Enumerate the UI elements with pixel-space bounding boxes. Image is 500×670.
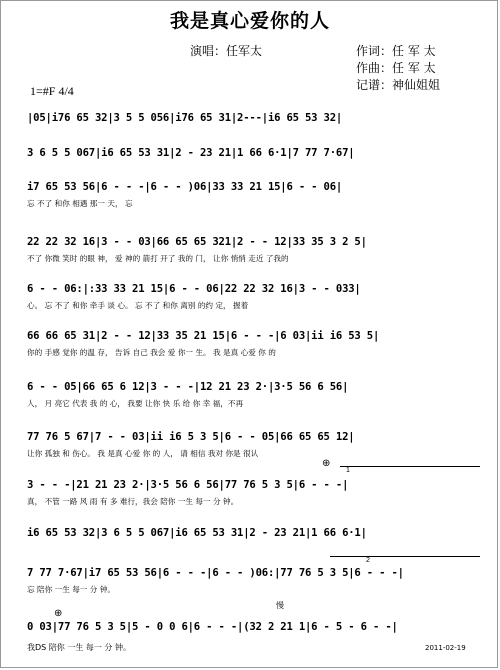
singer-credit: 演唱：任军太 xyxy=(190,44,263,58)
notation-line-12: 0 03|77 76 5 3 5|5 - 0 0 6|6 - - -|(32 2 21 1|6 - 5 - 6 - -| xyxy=(27,621,398,633)
volta-bracket-2 xyxy=(330,556,480,557)
notation-line-9: 3 - - -|21 21 23 2·|3·5 56 6 56|77 76 5 3 5|6 - - -| xyxy=(27,479,349,491)
key-signature: 1=#F 4/4 xyxy=(30,84,74,98)
notation-line-4: 22 22 32 16|3 - - 03|66 65 65 321|2 - - 12|33 35 3 2 5| xyxy=(27,236,367,248)
lyricist-credit: 作词：任 军 太 xyxy=(356,44,436,58)
coda-lyrics: 我DS 陪你 一生 每一 分 钟。 xyxy=(27,643,131,652)
notation-line-3: i7 65 53 56|6 - - -|6 - - )06|33 33 21 15|6 - - 06| xyxy=(27,181,343,193)
volta-1: 1 xyxy=(346,467,350,474)
coda-sign-icon: ⊕ xyxy=(322,458,331,469)
notation-line-7: 6 - - 05|66 65 6 12|3 - - -|12 21 23 2·|3·5 56 6 56| xyxy=(27,381,349,393)
tempo-mark: 慢 xyxy=(276,601,284,610)
lyrics-line-5: 心。 忘 不了 和你 牵手 谈 心。 忘 不了 和你 离别 的约 定， 握着 xyxy=(27,301,249,310)
volta-bracket-1 xyxy=(340,466,480,467)
notation-line-6: 66 66 65 31|2 - - 12|33 35 21 15|6 - - -|6 03|ii i6 53 5| xyxy=(27,330,380,342)
date-stamp: 2011-02-19 xyxy=(425,644,466,652)
song-title: 我是真心爱你的人 xyxy=(169,10,330,32)
coda-sign-icon-2: ⊕ xyxy=(54,608,63,619)
lyrics-line-11: 忘 陪你 一生 每一 分 钟。 xyxy=(27,585,116,594)
lyrics-line-7: 人， 月 亮它 代表 我 的 心， 我要 让你 快 乐 给 你 幸 福，不再 xyxy=(27,399,244,408)
volta-2: 2 xyxy=(366,557,370,564)
notation-line-11: 7 77 7·67|i7 65 53 56|6 - - -|6 - - )06:|77 76 5 3 5|6 - - -| xyxy=(27,567,404,579)
transcriber-credit: 记谱：神仙姐姐 xyxy=(356,78,441,92)
notation-line-5: 6 - - 06:|:33 33 21 15|6 - - 06|22 22 32 16|3 - - 033| xyxy=(27,283,361,295)
notation-line-2: 3 6 5 5 067|i6 65 53 31|2 - 23 21|1 66 6·1|7 77 7·67| xyxy=(27,147,355,159)
lyrics-line-3: 忘 不了 和你 相遇 那一 天， 忘 xyxy=(27,199,133,208)
notation-line-10: i6 65 53 32|3 6 5 5 067|i6 65 53 31|2 - 23 21|1 66 6·1| xyxy=(27,527,367,539)
lyrics-line-8: 让你 孤独 和 伤心。 我 是真 心爱 你 的 人， 请 相信 我对 你是 很认 xyxy=(27,449,259,458)
notation-line-8: 77 76 5 67|7 - - 03|ii i6 5 3 5|6 - - 05|66 65 65 12| xyxy=(27,431,355,443)
composer-credit: 作曲：任 军 太 xyxy=(356,61,436,75)
lyrics-line-4: 不了 你微 笑时 的眼 神， 爱 神的 箭打 开了 我的 门， 让你 悄悄 走近 了我的 xyxy=(27,254,289,263)
notation-line-1: |05|i76 65 32|3 5 5 056|i76 65 31|2---|i6 65 53 32| xyxy=(27,112,343,124)
lyrics-line-9: 真， 不管 一路 风 雨 有 多 难行，我会 陪你 一生 每一 分 钟。 xyxy=(27,497,239,506)
lyrics-line-6: 你的 手感 觉你 的温 存， 告诉 自己 我会 爱 你一 生。 我 是真 心爱 你 的 xyxy=(27,348,276,357)
